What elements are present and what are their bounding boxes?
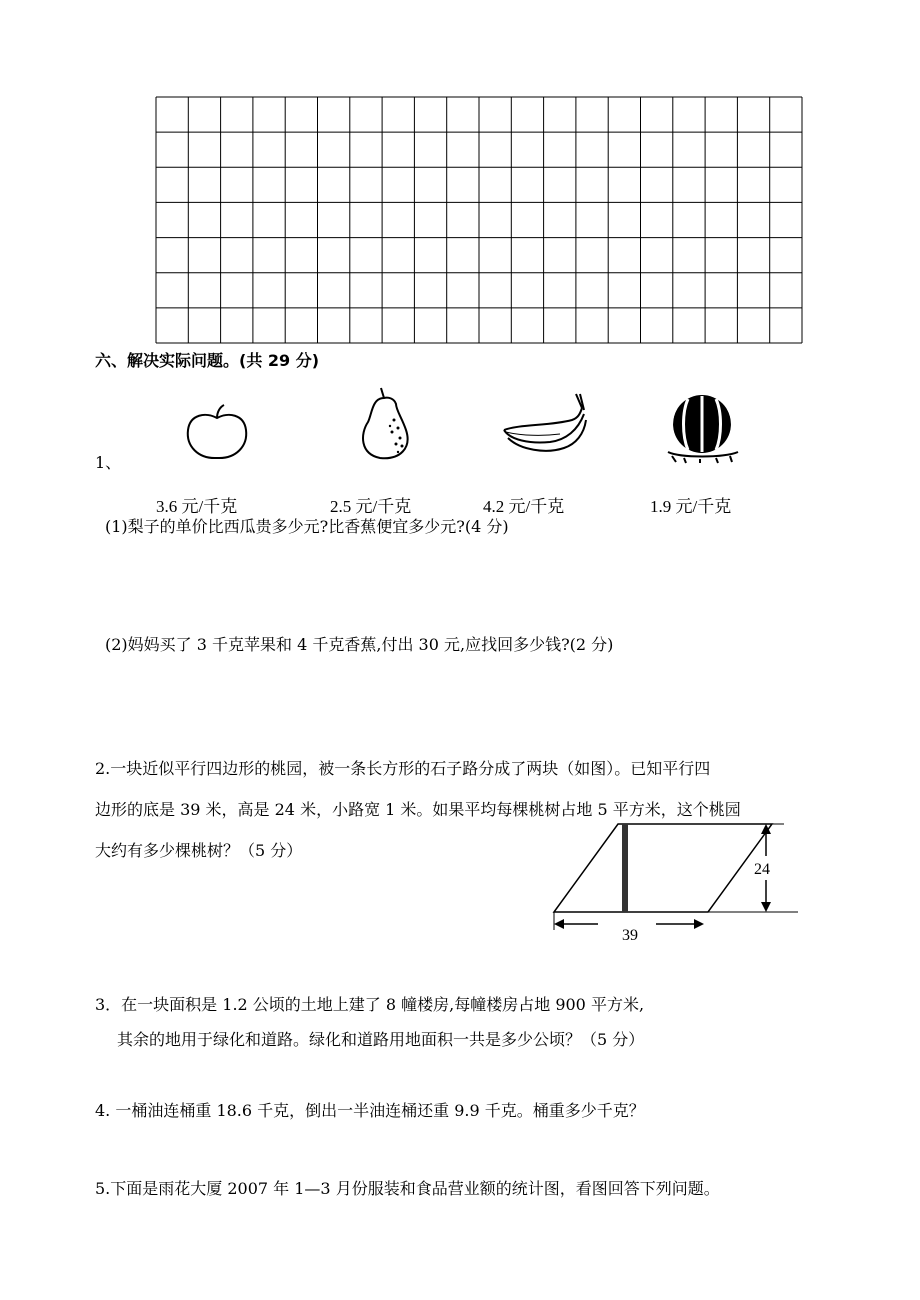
banana-price: 4.2 元/千克 bbox=[483, 497, 565, 516]
pear-icon bbox=[356, 386, 414, 462]
q1-sub2: (2)妈妈买了 3 千克苹果和 4 千克香蕉,付出 30 元,应找回多少钱?(2 分) bbox=[105, 635, 614, 654]
q2-line1: 2.一块近似平行四边形的桃园，被一条长方形的石子路分成了两块（如图）。已知平行四 bbox=[95, 759, 711, 778]
section-title: 六、解决实际问题。(共 29 分) bbox=[95, 351, 320, 370]
base-label: 39 bbox=[622, 927, 638, 944]
q3-line1: 3．在一块面积是 1.2 公顷的土地上建了 8 幢楼房,每幢楼房占地 900 平方米, bbox=[95, 995, 645, 1014]
height-label: 24 bbox=[754, 861, 770, 878]
parallelogram-shape bbox=[554, 824, 772, 912]
watermelon-price: 1.9 元/千克 bbox=[650, 497, 732, 516]
q1-sub1: (1)梨子的单价比西瓜贵多少元?比香蕉便宜多少元?(4 分) bbox=[105, 517, 509, 536]
q4-text: 4. 一桶油连桶重 18.6 千克，倒出一半油连桶还重 9.9 千克。桶重多少千克？ bbox=[95, 1101, 645, 1120]
q5-text: 5.下面是雨花大厦 2007 年 1—3 月份服装和食品营业额的统计图，看图回答下列问题。 bbox=[95, 1179, 720, 1198]
banana-icon bbox=[500, 390, 588, 460]
q1-number: 1、 bbox=[95, 453, 122, 472]
apple-price: 3.6 元/千克 bbox=[156, 497, 238, 516]
parallelogram-diagram bbox=[548, 818, 806, 948]
apple-icon bbox=[184, 404, 250, 462]
q2-line2: 边形的底是 39 米，高是 24 米，小路宽 1 米。如果平均每棵桃树占地 5 平方米，这个桃园 bbox=[95, 800, 741, 819]
q2-line3: 大约有多少棵桃树？（5 分） bbox=[95, 841, 303, 860]
answer-grid bbox=[155, 96, 803, 344]
watermelon-icon bbox=[660, 392, 744, 464]
pear-price: 2.5 元/千克 bbox=[330, 497, 412, 516]
stone-path bbox=[622, 824, 628, 912]
q3-line2: 其余的地用于绿化和道路。绿化和道路用地面积一共是多少公顷？（5 分） bbox=[117, 1030, 645, 1049]
